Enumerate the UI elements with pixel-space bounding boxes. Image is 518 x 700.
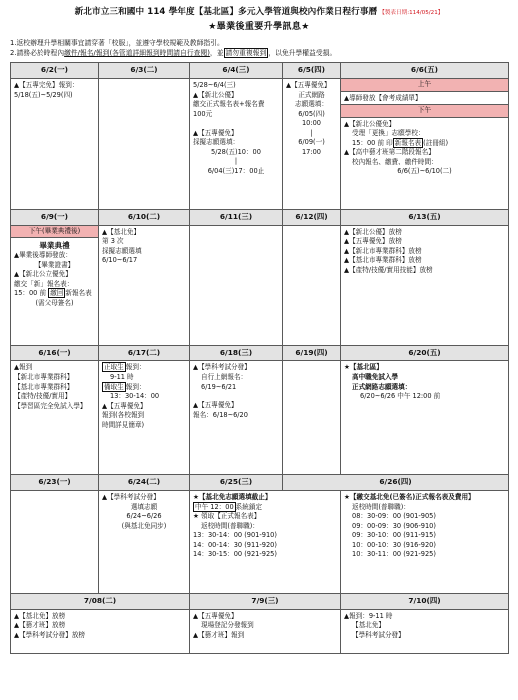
boxed-text: 正取生 [104,363,124,372]
cell-line: 15：00 前 印 新報名表 (註冊組) [352,138,449,147]
cell-line: 時間詳見簡章) [102,420,145,429]
day-header: 6/9(一) [11,209,99,225]
cell-text: (註冊組) [423,138,449,147]
day-header: 6/11(三) [190,209,283,225]
week-body-row [11,609,509,653]
cell-line: ▲【產特/技優/實用技能】放榜 [344,265,433,274]
note-2-underlined: 繳件/報名/報到(各管道詳細報到時間請自行查閱) [64,49,210,58]
week-header-row [11,475,509,491]
cell-line [102,363,186,373]
cell-text: 15：00 前 [14,289,47,298]
cell-line: ▲【新北公優】放榜 [344,227,402,236]
boxed-text: 中午 12：00 [195,502,234,511]
day-cell-0625 [190,491,341,594]
cell-line: 10：00-10：30 (916-920) [352,540,436,549]
graduation-title: 畢業典禮 [39,241,70,251]
cell-line: ▲【基北市專業群科】放榜 [344,256,422,265]
cell-line: 6/09(一) [298,138,325,147]
week-header-row [11,209,509,225]
day-header: 6/16(一) [11,345,99,361]
day-cell-0611 [190,225,283,345]
day-cell-0620 [341,361,509,475]
day-header: 6/10(二) [99,209,190,225]
cell-line: ▲【五專優免】 [193,611,238,620]
week-header-row [11,594,509,610]
calendar-table [10,62,509,654]
cell-line: 第 3 次 [102,237,124,246]
day-header: 6/6(五) [341,63,509,79]
day-header: 6/5(四) [283,63,341,79]
cell-line: 14：30-15：00 (921-925) [193,550,277,559]
day-header: 7/10(四) [341,594,509,610]
cell-line: ▲【學科考試分發】 [193,363,251,372]
cell-line: ▲【學科考試分發】 [102,493,160,502]
day-cell-0617 [99,361,190,475]
day-header: 6/17(二) [99,345,190,361]
cell-line: ▲【藝才班】報到 [193,631,245,640]
cell-line: 9-11 時 [110,373,134,381]
cell-line: ▲【五專優免】 [193,401,238,410]
cell-line: ▲【五專優免】放榜 [344,237,402,246]
day-header: 6/26(四) [283,475,509,491]
cell-line: 5/28(五)10：00 [211,147,261,156]
day-cell-0603 [99,78,190,209]
day-header: 6/23(一) [11,475,99,491]
week-header-row [11,345,509,361]
cell-line: 6/6(五)~6/10(二) [397,167,452,176]
day-header: 6/19(四) [283,345,341,361]
boxed-text: 繳回 [50,289,64,298]
cell-text: 報到： [125,363,146,372]
cell-line: (需父母簽名) [35,299,74,307]
cell-line: ★【繳交基北免(已簽名)正式報名表及費用】 [344,493,475,502]
note-2-boxed: 請勿重複報到 [225,49,267,58]
day-header: 6/24(二) [99,475,190,491]
cell-line: 返校時間(普聯職)： [201,521,259,530]
cell-line: 報到(各校報到 [102,411,145,420]
cell-line: 【新北市專業群科】 [14,373,74,381]
cell-line: 繳交「新」報名表： [14,279,74,288]
cell-line: ▲【新北市專業群科】放榜 [344,246,422,255]
cell-line [193,119,279,128]
day-cell-0610 [99,225,190,345]
title-row [10,6,508,18]
page-subtitle: ★畢業後重要升學訊息★ [208,22,310,33]
day-cell-0606 [341,78,509,209]
cell-line: ▲【五專優免】 [193,128,238,137]
cell-line: 5/28~6/4(三) [193,80,236,89]
afternoon-band: 下午 [341,104,508,118]
cell-line: ▲【新北公優免】 [344,119,396,128]
cell-line: 校內報名、繳費、繳件時間： [352,157,438,166]
edition-date: 【製表日期:114/05/21】 [379,10,444,16]
cell-line: 【學科考試分發】 [352,631,405,640]
cell-line: ▲【學科考試分發】放榜 [14,631,86,640]
cell-line: 【學習區完全免試入學】 [14,401,87,410]
cell-line: 6/19~6/21 [201,382,237,391]
cell-line: 高中職免試入學 [352,373,399,381]
cell-text: 15：00 前 [352,138,385,147]
day-cell-0626 [341,491,509,594]
cell-line: ▲【五專優免】 [102,401,147,410]
cell-line: 現場登記分發報到 [201,621,254,630]
cell-line: ▲【藝才班】放榜 [14,621,66,630]
cell-line: ▲【新北公立優免】 [14,270,72,279]
page-title: 新北市立三和國中 114 學年度【基北區】多元入學管道與校內作業日程行事曆 [74,7,378,17]
cell-line: 10：30-11：00 (921-925) [352,550,436,559]
day-header: 6/2(一) [11,63,99,79]
cell-line: ▲導師發放【會考成績單】 [344,93,422,102]
cell-text: 系統鎖定 [235,502,263,511]
day-cell-0619 [283,361,341,475]
cell-line: ▲【高中藝才班第二階段報名】 [344,148,435,157]
week-body-row [11,225,509,345]
cell-line: 08：30-09：00 (901-905) [352,512,436,521]
day-cell-0604 [190,78,283,209]
cell-line: 【基北市專業群科】 [14,382,74,391]
boxed-text: 新報名表 [394,138,422,147]
cell-line: 選填志願 [130,502,158,511]
cell-line: 10:00 [301,119,321,128]
day-cell-0709 [190,609,341,653]
cell-line: | [310,128,313,137]
cell-line: 17:00 [301,147,321,156]
cell-line: 【基北免】 [352,621,385,630]
day-header: 6/18(三) [190,345,283,361]
cell-line: 報名：6/18~6/20 [193,411,248,420]
cell-line: 13：30-14：00 [110,392,160,401]
cell-line: 5/18(五)~5/29(四) [14,90,73,99]
cell-line: ★【基北免志願選填截止】 [193,493,272,502]
day-cell-0616 [11,361,99,475]
day-header: 6/4(三) [190,63,283,79]
cell-line: 志願選填： [295,100,328,109]
cell-text: 報到： [125,382,146,391]
cell-line: ▲【五專優免】 [286,80,331,89]
day-header: 6/20(五) [341,345,509,361]
afternoon-band: 下午(畢業典禮後) [11,226,98,239]
morning-band: 上午 [341,79,508,92]
cell-line: ▲【五專完免】報到： [14,80,79,89]
day-cell-0613 [341,225,509,345]
week-header-row [11,63,509,79]
cell-line: 自行上網報名： [201,373,248,381]
day-cell-0609 [11,225,99,345]
cell-line: | [234,157,238,166]
cell-text: 新報名表 [65,289,92,298]
day-cell-0602 [11,78,99,209]
cell-line: 09：00-09：30 (906-910) [352,521,436,530]
cell-line: 返校時間(普聯職)： [352,502,410,511]
day-cell-0710 [341,609,509,653]
cell-line: 採擬志願選填 [102,246,142,255]
day-cell-0623 [11,491,99,594]
cell-line: 13：30-14：00 (901-910) [193,531,277,540]
cell-line: ▲【新北公優】 [193,90,238,99]
note-2-text: ，並 [209,49,224,58]
cell-line: 【產特/技優/實用】 [14,392,72,401]
cell-line: ▲【基北免】放榜 [14,611,66,620]
cell-line: ▲畢業後導師發放： [14,251,72,260]
cell-line: ▲報到 [14,363,33,372]
day-header: 6/12(四) [283,209,341,225]
cell-line: 正式網路 [298,90,325,99]
cell-line: ▲報到：9-11 時 [344,611,393,620]
day-header: 7/9(三) [190,594,341,610]
cell-line: ★ 領取【正式報名表】 [193,512,261,521]
week-body-row [11,361,509,475]
note-2-text: 2.請務必於時程內 [10,49,65,58]
cell-line: ▲【基北免】 [102,227,141,236]
cell-line: 【畢業證書】 [34,260,75,269]
notes [10,38,508,60]
note-2-text: ，以免升學權益受損。 [268,49,337,58]
note-2 [10,48,508,59]
cell-line: 14：00-14：30 (911-920) [193,540,277,549]
cell-line [193,503,337,513]
cell-line [102,383,186,393]
day-header: 7/08(二) [11,594,190,610]
day-cell-0618 [190,361,283,475]
cell-line: 正式網路志願選填： [352,382,412,391]
cell-line [14,289,95,299]
cell-line: 6/24~6/26 [126,512,162,521]
day-header: 6/25(三) [190,475,283,491]
day-header: 6/13(五) [341,209,509,225]
cell-line: 09：30-10：00 (911-915) [352,531,436,540]
cell-line: 6/04(三)17：00止 [207,166,265,175]
cell-line: ★【基北區】 [344,363,383,372]
week-body-row [11,78,509,209]
day-cell-0612 [283,225,341,345]
cell-line: 繳交正式報名表+報名費 [193,100,265,109]
boxed-text: 備取生 [104,382,124,391]
note-1: 1.返校辦理升學相關事宜請穿著「校服」，並遵守學校規範及教師指引。 [10,38,224,47]
day-cell-0605 [283,78,341,209]
cell-line: 6/05(四) [298,109,325,118]
cell-line: 6/10~6/17 [102,256,138,265]
day-cell-0624 [99,491,190,594]
day-header: 6/3(二) [99,63,190,79]
cell-line: 6/20~6/26 中午 12:00 前 [360,392,441,401]
week-body-row [11,491,509,594]
cell-line: 採擬志願選填： [193,138,240,147]
cell-line: 受理「更換」志願學校： [352,129,425,138]
cell-line: (與基北免同步) [121,521,167,530]
cell-line: 100元 [193,109,213,118]
day-cell-0708 [11,609,190,653]
